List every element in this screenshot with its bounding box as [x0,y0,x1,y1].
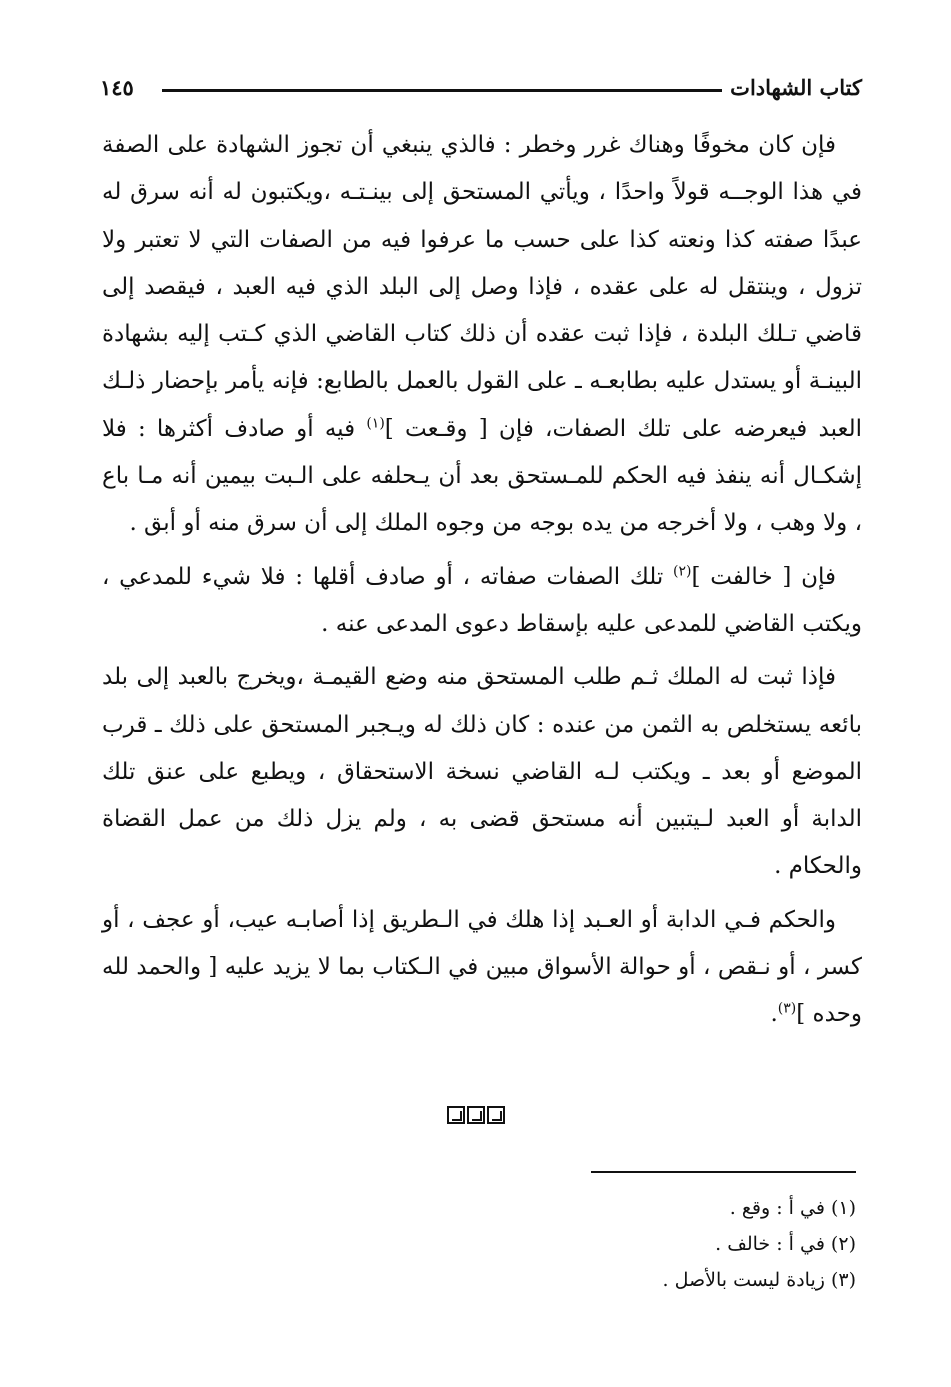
ornament-box [467,1106,485,1124]
paragraph-text: فيه أو صادف أكثرها : فلا إشكـال أنه ينفذ فيه الحكم للمـستحق بعد أن يـحلفه على الـبت بيمين أنه مـا باع ، ولا وهب ، ولا أخرجه من يده بوجه من وجوه الملك إلى أن سرق منه أو أبق . [102,415,862,537]
paragraph-3 [102,654,862,890]
paragraph-text: فإذا ثبت له الملك ثـم طلب المستحق منه وضع القيمـة ،ويخرج بالعبد إلى بلد بائعه يستخلص به الثمن من عنده : كان ذلك له ويـجبر المستحق على ذلك ـ قرب الموضع أو بعد ـ ويكتب لـه القاضي نسخة الاستحقاق ، ويطبع على عنق تلك الدابة أو العبد لـيتبين أنه مستحق قضى به ، ولم يزل ذلك من عمل القضاة والحكام . [102,664,862,880]
ornament-box [447,1106,465,1124]
paragraph-4 [102,897,862,1039]
footnotes [456,1190,856,1298]
body-text [102,122,862,1045]
paragraph-text: تلك الصفات صفاته ، أو صادف أقلها : فلا شيء للمدعي ، ويكتب القاضي للمدعى عليه بإسقاط دعوى المدعى عنه . [102,563,862,637]
footnote-ref-2: (٢) [673,563,692,580]
header-rule [162,89,722,92]
section-end-ornament [0,1106,951,1128]
paragraph-1 [102,122,862,548]
paragraph-text: فإن كان مخوفًا وهناك غرر وخطر : فالذي ينبغي أن تجوز الشهادة على الصفة في هذا الوجــه قولاً واحدًا ، ويأتي المستحق إلى بينـتـه ،ويكتبون له أنه سرق له عبدًا صفته كذا ونعته كذا على حسب ما عرفوا فيه من الصفات التي لا تعتبر ولا تزول ، وينتقل له على عقده ، فإذا وصل إلى البلد الذي فيه العبد ، فيقصد إلى قاضي تـلك البلدة ، فإذا ثبت عقده أن ذلك كتاب القاضي الذي كـتب إليه بشهادة البينـة أو يستدل عليه بطابعـه ـ على القول بالعمل بالطابع: فإنه يأمر بإحضار ذلـك العبد فيعرضه على تلك الصفات، فإن [ وقـعت ] [102,132,862,442]
footnote-ref-3: (٣) [777,1000,797,1017]
footnote-1: (١) في أ : وقع . [729,1197,856,1219]
paragraph-2 [102,554,862,649]
page-number: ١٤٥ [100,75,134,100]
ornament-box [487,1106,505,1124]
footnote-3: (٣) زيادة ليست بالأصل . [662,1269,856,1291]
footnote-rule [591,1171,856,1173]
footnote-2: (٢) في أ : خالف . [715,1233,856,1255]
footnote-ref-1: (١) [366,415,385,432]
running-header [100,72,862,106]
paragraph-text: فإن [ خالفت ] [691,563,836,590]
paragraph-text: والحكم فـي الدابة أو العـبد إذا هلك في الـطريق إذا أصابـه عيب، أو عجف ، أو كسر ، أو نـقص ، أو حوالة الأسواق مبين في الـكتاب بما لا يزيد عليه [ والحمد لله وحده ] [102,906,862,1028]
chapter-title: كتاب الشهادات [730,75,862,100]
paragraph-text: . [770,1001,778,1028]
